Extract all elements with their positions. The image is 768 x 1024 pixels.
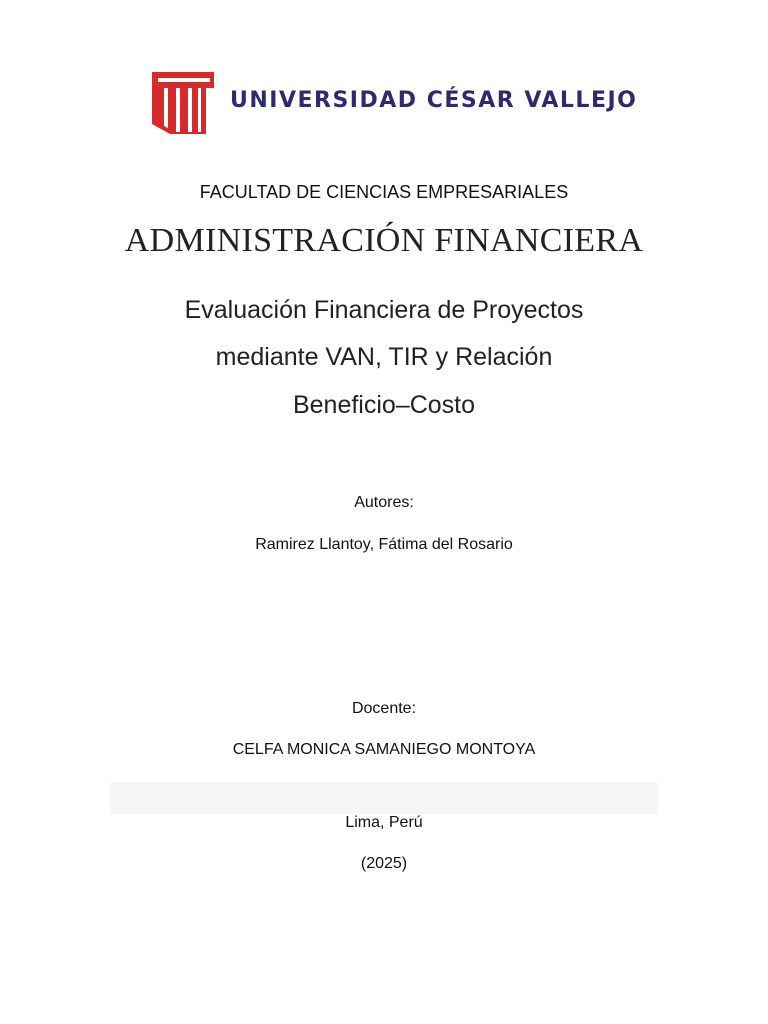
program-name: ADMINISTRACIÓN FINANCIERA xyxy=(124,222,644,259)
location: Lima, Perú xyxy=(345,814,423,831)
shaded-band xyxy=(110,782,658,814)
authors-label: Autores: xyxy=(354,494,414,511)
year: (2025) xyxy=(360,855,408,872)
document-title-line-1: Evaluación Financiera de Proyectos xyxy=(184,296,584,324)
university-shield-icon xyxy=(150,68,216,138)
university-logo xyxy=(150,68,638,140)
faculty-name: FACULTAD DE CIENCIAS EMPRESARIALES xyxy=(199,182,569,202)
document-title-line-2: mediante VAN, TIR y Relación xyxy=(215,343,553,371)
docente-name: CELFA MONICA SAMANIEGO MONTOYA xyxy=(232,741,536,758)
authors-name: Ramirez Llantoy, Fátima del Rosario xyxy=(255,536,513,553)
university-name: UNIVERSIDAD CÉSAR VALLEJO xyxy=(230,88,638,113)
docente-label: Docente: xyxy=(351,700,417,717)
document-title-line-3: Beneficio–Costo xyxy=(292,391,476,419)
